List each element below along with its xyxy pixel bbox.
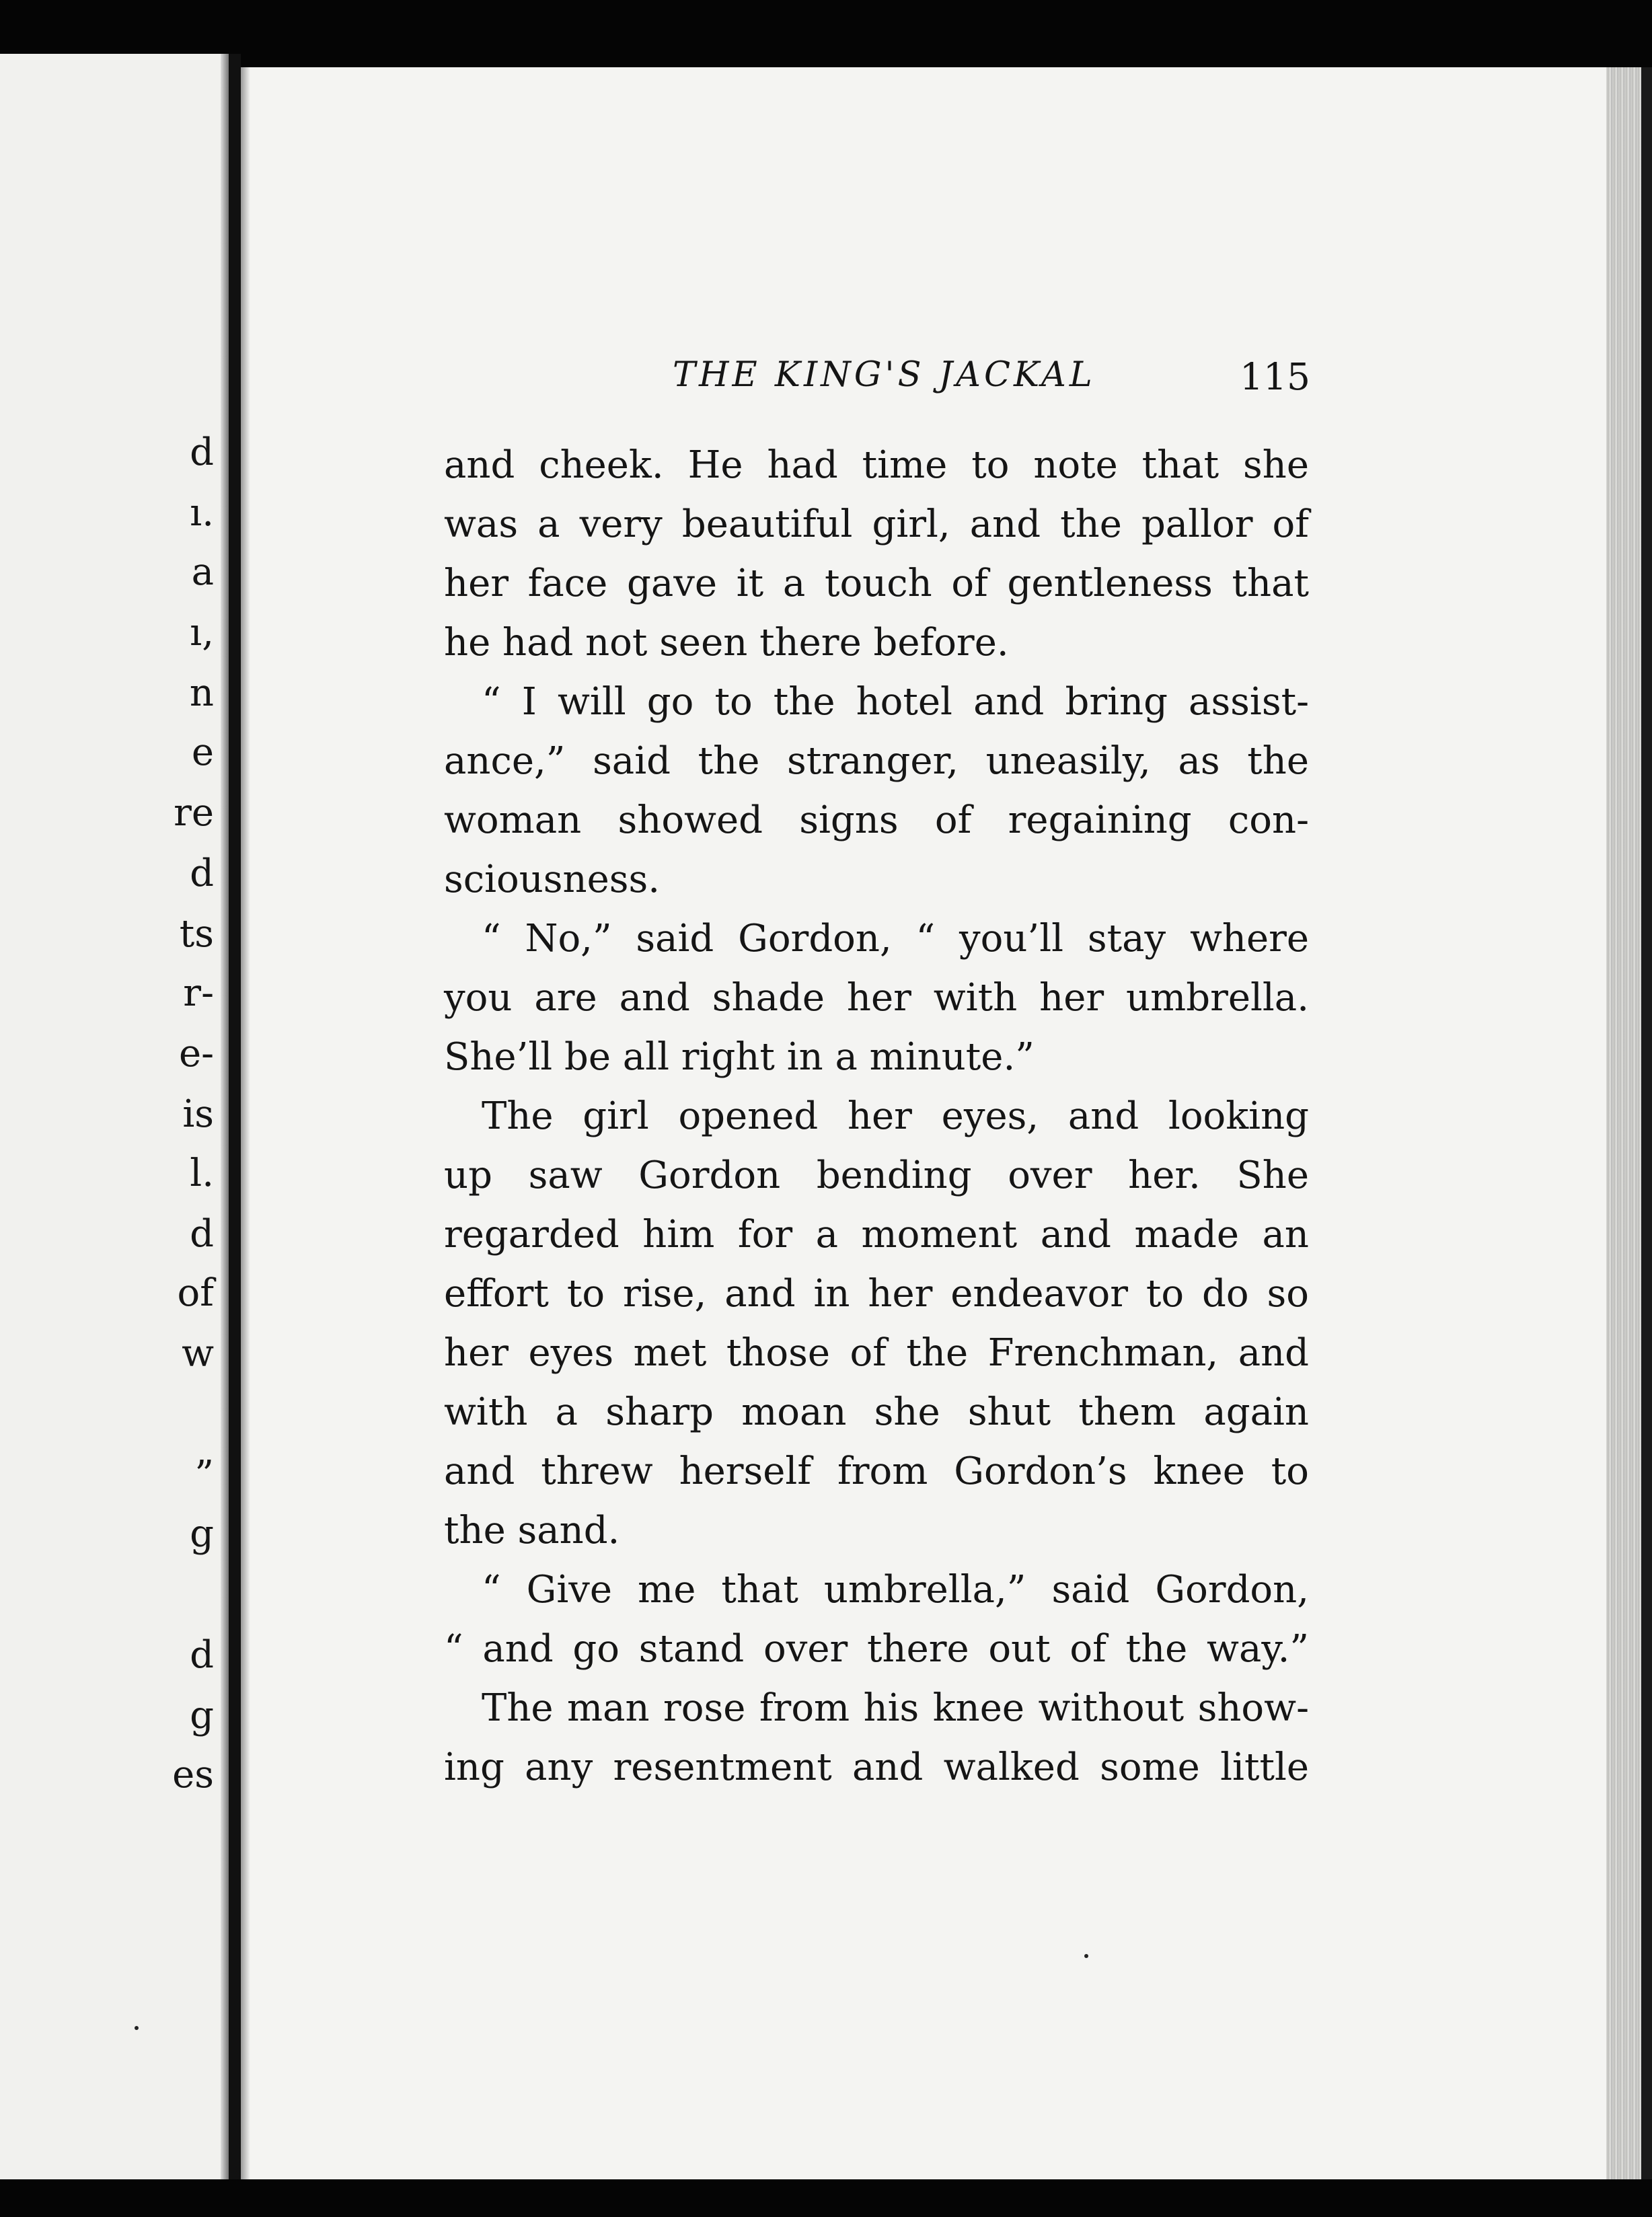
text-line: you are and shade her with her umbrella. [444,976,1309,1020]
left-fragment: a [191,550,214,594]
left-fragment: es [172,1753,214,1797]
left-fragment: e- [178,1032,214,1076]
text-line: her eyes met those of the Frenchman, and [444,1331,1309,1375]
left-fragment: r- [183,971,214,1015]
text-line: was a very beautiful girl, and the pallor of [444,502,1309,546]
text-line: sciousness. [444,858,661,901]
text-line: “ and go stand over there out of the way.” [444,1627,1309,1671]
left-fragment: w [182,1332,214,1376]
text-line: up saw Gordon bending over her. She [444,1154,1309,1197]
left-fragment: g [190,1512,214,1556]
ink-speck [1084,1954,1088,1958]
left-fragment: is [182,1092,214,1136]
left-fragment: l. [190,1152,214,1195]
left-page-shadow [221,54,229,2179]
left-fragment: re [174,791,214,835]
text-line: and threw herself from Gordon’s knee to [444,1450,1309,1493]
page-fore-edge [1606,67,1652,2179]
left-fragment: ı. [190,491,214,535]
text-line: ance,” said the stranger, uneasily, as the [444,739,1309,783]
left-fragment: d [190,1633,214,1677]
text-line: the sand. [444,1509,620,1552]
left-fragment: ts [179,912,214,956]
fore-edge-shadow [1641,67,1652,2179]
text-line: woman showed signs of regaining con- [444,798,1309,842]
text-line: The girl opened her eyes, and looking [482,1094,1309,1138]
text-line: regarded him for a moment and made an [444,1213,1309,1256]
left-fragment: d [190,430,214,474]
left-fragment: ” [194,1453,214,1497]
running-head: THE KING'S JACKAL [673,355,1096,395]
page-number: 115 [1240,355,1310,398]
book-gutter [229,54,241,2179]
text-line: “ No,” said Gordon, “ you’ll stay where [482,917,1309,961]
text-line: he had not seen there before. [444,621,1009,665]
text-line: with a sharp moan she shut them again [444,1390,1309,1434]
left-fragment: d [190,852,214,895]
text-line: effort to rise, and in her endeavor to do so [444,1272,1309,1316]
left-fragment: ı, [190,611,214,654]
text-line: “ I will go to the hotel and bring assist- [482,680,1309,724]
right-page-shadow [241,67,250,2179]
left-fragment: g [190,1694,214,1737]
body-text [444,436,1309,1797]
text-line: her face gave it a touch of gentleness that [444,562,1309,605]
left-fragment: e [191,730,214,774]
left-fragment: n [189,671,214,715]
left-fragment: d [190,1212,214,1256]
text-line: “ Give me that umbrella,” said Gordon, [482,1568,1309,1612]
text-line: She’ll be all right in a minute.” [444,1035,1035,1079]
left-fragment: of [177,1271,214,1315]
left-page-edge [0,54,229,2179]
text-line: and cheek. He had time to note that she [444,443,1309,487]
ink-speck [135,2026,139,2030]
text-line: The man rose from his knee without show- [482,1686,1309,1730]
text-line: ing any resentment and walked some little [444,1745,1309,1789]
